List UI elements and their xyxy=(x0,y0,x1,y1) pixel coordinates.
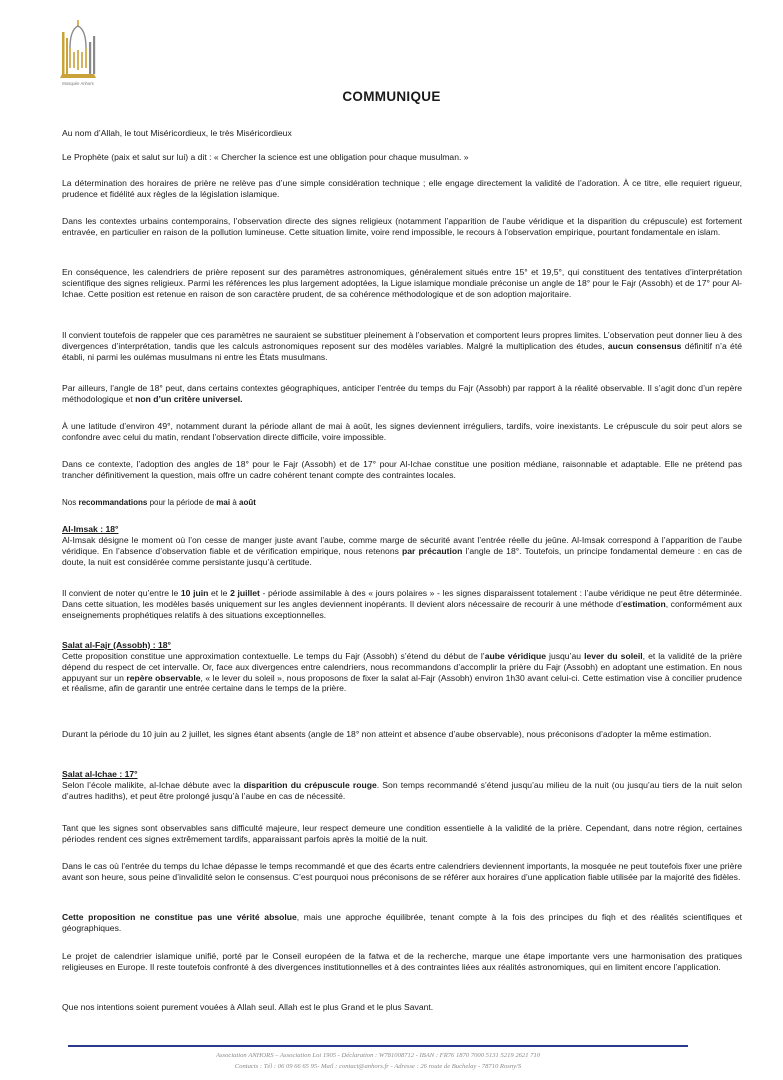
bold-text: disparition du crépuscule rouge xyxy=(243,780,377,790)
bold-text: 2 juillet xyxy=(230,588,260,598)
body-paragraph xyxy=(62,459,742,481)
bold-text: Cette proposition ne constitue pas une vérité absolue xyxy=(62,912,297,922)
text-span: Salat al-Ichae : 17° xyxy=(62,769,138,779)
body-paragraph xyxy=(62,330,742,362)
text-span: Tant que les signes sont observables sans difficulté majeure, leur respect demeure une condition essentielle à la validité de la prière. Cependant, dans notre région, certaines périodes rendent ces signes extrêmement tardifs, apparaissant parfois après la moitié de la nuit. xyxy=(62,823,742,844)
text-span: Le projet de calendrier islamique unifié, porté par le Conseil européen de la fatwa et de la recherche, marque une étape importante vers une harmonisation des pratiques religieuses en Europe. Il reste toutefois confronté à des divergences institutionnelles et à des contraintes liées aux réalités astronomiques, qui en limitent encore l’application. xyxy=(62,951,742,972)
body-paragraph xyxy=(62,152,742,163)
body-paragraph xyxy=(62,951,742,973)
text-span: Al-Imsak : 18° xyxy=(62,524,119,534)
text-span: Il convient de noter qu’entre le xyxy=(62,588,181,598)
body-paragraph xyxy=(62,383,742,405)
section-heading xyxy=(62,640,742,651)
body-paragraph xyxy=(62,861,742,883)
bold-text: aucun consensus xyxy=(607,340,682,351)
bold-text: estimation xyxy=(622,598,666,609)
text-span: Al-Imsak désigne le moment où l’on cesse de manger juste avant l’aube, comme marge de sécurité avant l’entrée réelle du jeûne. Al-Imsak correspond à l’apparition de l’aube véridique. En l’absence d’observation fiable et de vérification empirique, nous retenons xyxy=(62,535,742,556)
footer-association-line: Association ANHORS – Association Loi 1905 - Déclaration : W781008712 - IBAN : FR76 1870 7000 5131 5219 2621 710 xyxy=(215,1052,541,1059)
text-span: - période assimilable à des « jours polaires » - les signes disparaissent totalement : l’aube véridique ne peut être déterminée. Dans cette situation, les modèles basés uniquement sur les angles deviennent inopérants. Il devient alors nécessaire de recourir à une méthode d’ xyxy=(62,588,742,609)
bold-text: par précaution xyxy=(402,545,463,556)
section-heading xyxy=(62,769,742,780)
bold-text: aube véridique xyxy=(484,651,547,661)
bold-text: 10 juin xyxy=(180,588,209,598)
bold-text: août xyxy=(239,498,256,507)
body-paragraph xyxy=(62,498,742,509)
text-span: à xyxy=(230,498,239,507)
bold-text: repère observable xyxy=(126,672,201,683)
section-heading xyxy=(62,524,742,535)
text-span: La détermination des horaires de prière ne relève pas d’une simple considération technique ; elle engage directement la validité de l’adoration. À ce titre, elle requiert rigueur, prudence et fidélité aux règles de la législation islamique. xyxy=(62,178,742,199)
body-paragraph xyxy=(62,588,742,620)
text-span: Dans ce contexte, l’adoption des angles de 18° pour le Fajr (Assobh) et de 17° pour Al-Ichae constitue une position médiane, raisonnable et adaptable. Elle ne prétend pas trancher définitivement la question, mais offre un cadre cohérent tenant compte des contraintes locales. xyxy=(62,459,742,480)
body-paragraph xyxy=(62,535,742,567)
text-span: Cette proposition constitue une approximation contextuelle. Le temps du Fajr (Assobh) s’étend du début de l’ xyxy=(62,651,485,661)
text-span: . Son temps recommandé s’étend jusqu’au milieu de la nuit (ou jusqu’au tiers de la nuit selon d’autres hadiths), et peut être prolongé jusqu’à l’aube en cas de nécessité. xyxy=(62,780,743,801)
bold-text: non d’un critère universel. xyxy=(135,393,243,404)
text-span: , « le lever du soleil », nous proposons de fixer la salat al-Fajr (Assobh) environ 1h30 avant celui-ci. Cette estimation vise à concilier prudence et réalisme, afin de garantir une entrée certaine dans le temps de la prière. xyxy=(62,672,742,694)
text-span: , mais une approche équilibrée, tenant compte à la fois des principes du fiqh et des réalités scientifiques et géographiques. xyxy=(62,912,742,933)
logo-caption: Mosquée Anhors xyxy=(62,81,94,86)
body-paragraph xyxy=(62,1002,742,1013)
text-span: Au nom d’Allah, le tout Miséricordieux, le très Miséricordieux xyxy=(62,128,292,138)
footer-divider xyxy=(68,1045,688,1047)
text-span: Il convient toutefois de rappeler que ces paramètres ne sauraient se substituer pleinement à l’observation et comportent leurs propres limites. L’observation peut donner lieu à des divergences d’interprétation, tandis que les calculs astronomiques reposent sur des modèles variables. Malgré la multiplication des études, xyxy=(62,330,742,351)
text-span: À une latitude d’environ 49°, notamment durant la période allant de mai à août, les signes deviennent irréguliers, tardifs, voire inexistants. Le crépuscule du soir peut alors se confondre avec celui du matin, rendant l’observation directe difficile, voire impossible. xyxy=(62,421,742,442)
body-paragraph xyxy=(62,128,742,139)
footer-contact-line: Contacts : Tél : 06 09 66 65 95- Mail : contact@anhors.fr - Adresse : 26 route de Buchelay - 78710 Rosny/S xyxy=(234,1063,522,1070)
text-span: Dans le cas où l’entrée du temps du Ichae dépasse le temps recommandé et que des écarts entre calendriers deviennent importants, la mosquée ne peut toutefois fixer une prière avant son heure, sous peine d’invalidité selon le consensus. C’est pourquoi nous préconisons de se référer aux horaires d’une application fiable utilisée par la majorité des fidèles. xyxy=(62,861,742,882)
body-paragraph xyxy=(62,912,742,934)
bold-text: lever du soleil xyxy=(584,651,643,661)
text-span: Par ailleurs, l’angle de 18° peut, dans certains contextes géographiques, anticiper l’entrée du temps du Fajr (Assobh) par rapport à la réalité observable. Il s’agit donc d’un repère méthodologique et xyxy=(62,383,742,404)
text-span: Salat al-Fajr (Assobh) : 18° xyxy=(62,640,171,650)
text-span: En conséquence, les calendriers de prière reposent sur des paramètres astronomiques, généralement situés entre 15° et 19,5°, qui constituent des tentatives d’interprétation scientifique des signes religieux. Parmi les références les plus largement adoptées, la Ligue islamique mondiale préconise un angle de 18° pour le Fajr (Assobh) et de 17° pour Al-Ichae. Cette position est retenue en raison de son caractère prudent, de sa cohérence méthodologique et de son adoption majoritaire. xyxy=(62,267,742,299)
page-title: COMMUNIQUE xyxy=(342,89,441,104)
body-paragraph xyxy=(62,178,742,200)
body-paragraph xyxy=(62,421,742,443)
bold-text: mai xyxy=(216,498,231,507)
text-span: Dans les contextes urbains contemporains, l’observation directe des signes religieux (notamment l’apparition de l’aube véridique et la disparition du crépuscule) est fortement entravée, en particulier en raison de la pollution lumineuse. Cette situation limite, voire rend impossible, le recours à l’observation empirique, pourtant fondamentale en islam. xyxy=(62,216,742,237)
body-paragraph xyxy=(62,780,742,802)
text-span: pour la période de xyxy=(147,498,217,507)
text-span: , conformément aux enseignements prophétiques relatifs à des situations exceptionnelles. xyxy=(62,598,742,620)
text-span: Selon l’école malikite, al-Ichae débute avec la xyxy=(62,780,244,790)
body-paragraph xyxy=(62,651,742,694)
text-span: l’angle de 18°. Toutefois, un principe fondamental demeure : en cas de doute, la nuit est considérée comme persistante jusqu’à certitude. xyxy=(62,545,742,567)
mosque-logo xyxy=(56,18,100,88)
text-span: Nos xyxy=(62,498,79,507)
text-span: Le Prophète (paix et salut sur lui) a dit : « Chercher la science est une obligation pour chaque musulman. » xyxy=(62,152,469,162)
text-span: Durant la période du 10 juin au 2 juillet, les signes étant absents (angle de 18° non atteint et absence d’aube observable), nous préconisons d’adopter la même estimation. xyxy=(62,729,712,739)
text-span: Que nos intentions soient purement vouées à Allah seul. Allah est le plus Grand et le plus Savant. xyxy=(62,1002,434,1012)
body-paragraph xyxy=(62,267,742,299)
body-paragraph xyxy=(62,216,742,238)
text-span: , et la validité de la prière dépend du respect de cet intervalle. Or, face aux divergences entre calendriers, nous recommandons d’accomplir la prière du Fajr (Assobh) en adoptant une estimation. En nous appuyant sur un xyxy=(62,651,743,683)
body-paragraph xyxy=(62,729,742,740)
text-span: jusqu’au xyxy=(546,651,585,661)
text-span: et le xyxy=(208,588,231,598)
body-paragraph xyxy=(62,823,742,845)
bold-text: recommandations xyxy=(78,498,148,507)
text-span: définitif n’a été établi, ni parmi les oulémas musulmans ni entre les États musulmans. xyxy=(62,340,742,362)
